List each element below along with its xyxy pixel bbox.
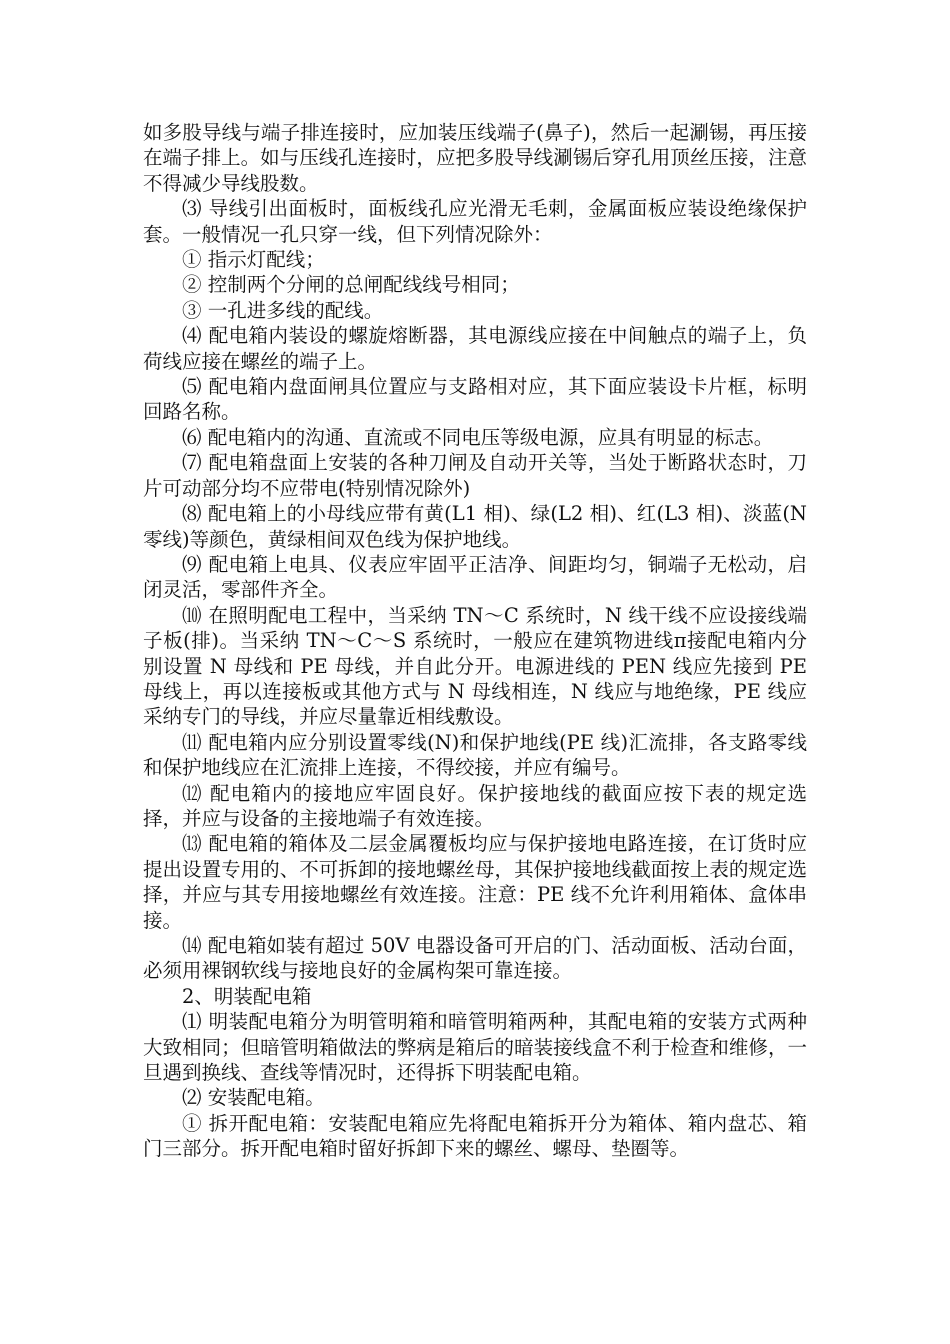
paragraph-6: ⑷ 配电箱内装设的螺旋熔断器，其电源线应接在中间触点的端子上，负荷线应接在螺丝的端子上。 [143,324,807,373]
paragraph-12: ⑽ 在照明配电工程中，当采纳 TN～C 系统时，N 线干线不应设接线端子板(排)。当采纳 TN～C～S 系统时，一般应在建筑物进线π接配电箱内分别设置 N 母线和 PE 母线，并自此分开。电源进线的 PEN 线应先接到 PE 母线上，再以连接板或其他方式与 N 母线相连，N 线应与地绝缘，PE 线应采纳专门的导线，并应尽量靠近相线敷设。 [143,603,814,729]
section-heading: 2、明装配电箱 [182,984,312,1008]
paragraph-18: ⑴ 明装配电箱分为明管明箱和暗管明箱两种，其配电箱的安装方式两种大致相同；但暗管明箱做法的弊病是箱后的暗装接线盒不利于检查和维修，一旦遇到换线、查线等情况时，还得拆下明装配电箱。 [143,1010,807,1085]
paragraph-4: ② 控制两个分闸的总闸配线线号相同； [182,273,520,297]
paragraph-11: ⑼ 配电箱上电具、仪表应牢固平正洁净、间距均匀，铜端子无松动，启闭灵活，零部件齐全。 [143,552,807,602]
paragraph-19: ⑵ 安装配电箱。 [182,1086,325,1110]
paragraph-9: ⑺ 配电箱盘面上安装的各种刀闸及自动开关等，当处于断路状态时，刀片可动部分均不应带电(特别情况除外) [143,451,807,500]
paragraph-15: ⒀ 配电箱的箱体及二层金属覆板均应与保护接地电路连接，在订货时应提出设置专用的、不可拆卸的接地螺丝母，其保护接地线截面按上表的规定选择，并应与其专用接地螺丝有效连接。注意：PE 线不允许利用箱体、盒体串接。 [143,832,807,932]
document-page [143,120,814,1162]
paragraph-14: ⑿ 配电箱内的接地应牢固良好。保护接地线的截面应按下表的规定选择，并应与设备的主接地端子有效连接。 [143,781,807,830]
paragraph-8: ⑹ 配电箱内的沟通、直流或不同电压等级电源，应具有明显的标志。 [182,425,774,449]
paragraph-7: ⑸ 配电箱内盘面闸具位置应与支路相对应，其下面应装设卡片框，标明回路名称。 [143,375,807,424]
paragraph-16: ⒁ 配电箱如装有超过 50V 电器设备可开启的门、活动面板、活动台面，必须用裸钢软线与接地良好的金属构架可靠连接。 [143,934,807,983]
paragraph-20: ① 拆开配电箱：安装配电箱应先将配电箱拆开分为箱体、箱内盘芯、箱门三部分。拆开配电箱时留好拆卸下来的螺丝、螺母、垫圈等。 [143,1111,807,1161]
paragraph-2: ⑶ 导线引出面板时，面板线孔应光滑无毛刺，金属面板应装设绝缘保护套。一般情况一孔只穿一线，但下列情况除外： [143,197,807,246]
paragraph-10: ⑻ 配电箱上的小母线应带有黄(L1 相)、绿(L2 相)、红(L3 相)、淡蓝(N 零线)等颜色，黄绿相间双色线为保护地线。 [143,502,814,551]
paragraph-5: ③ 一孔进多线的配线。 [182,298,384,322]
paragraph-13: ⑾ 配电箱内应分别设置零线(N)和保护地线(PE 线)汇流排，各支路零线和保护地线应在汇流排上连接，不得绞接，并应有编号。 [143,730,807,780]
paragraph-1: 如多股导线与端子排连接时，应加装压线端子(鼻子)，然后一起涮锡，再压接在端子排上。如与压线孔连接时，应把多股导线涮锡后穿孔用顶丝压接，注意不得减少导线股数。 [143,121,807,195]
paragraph-3: ① 指示灯配线； [182,248,325,272]
